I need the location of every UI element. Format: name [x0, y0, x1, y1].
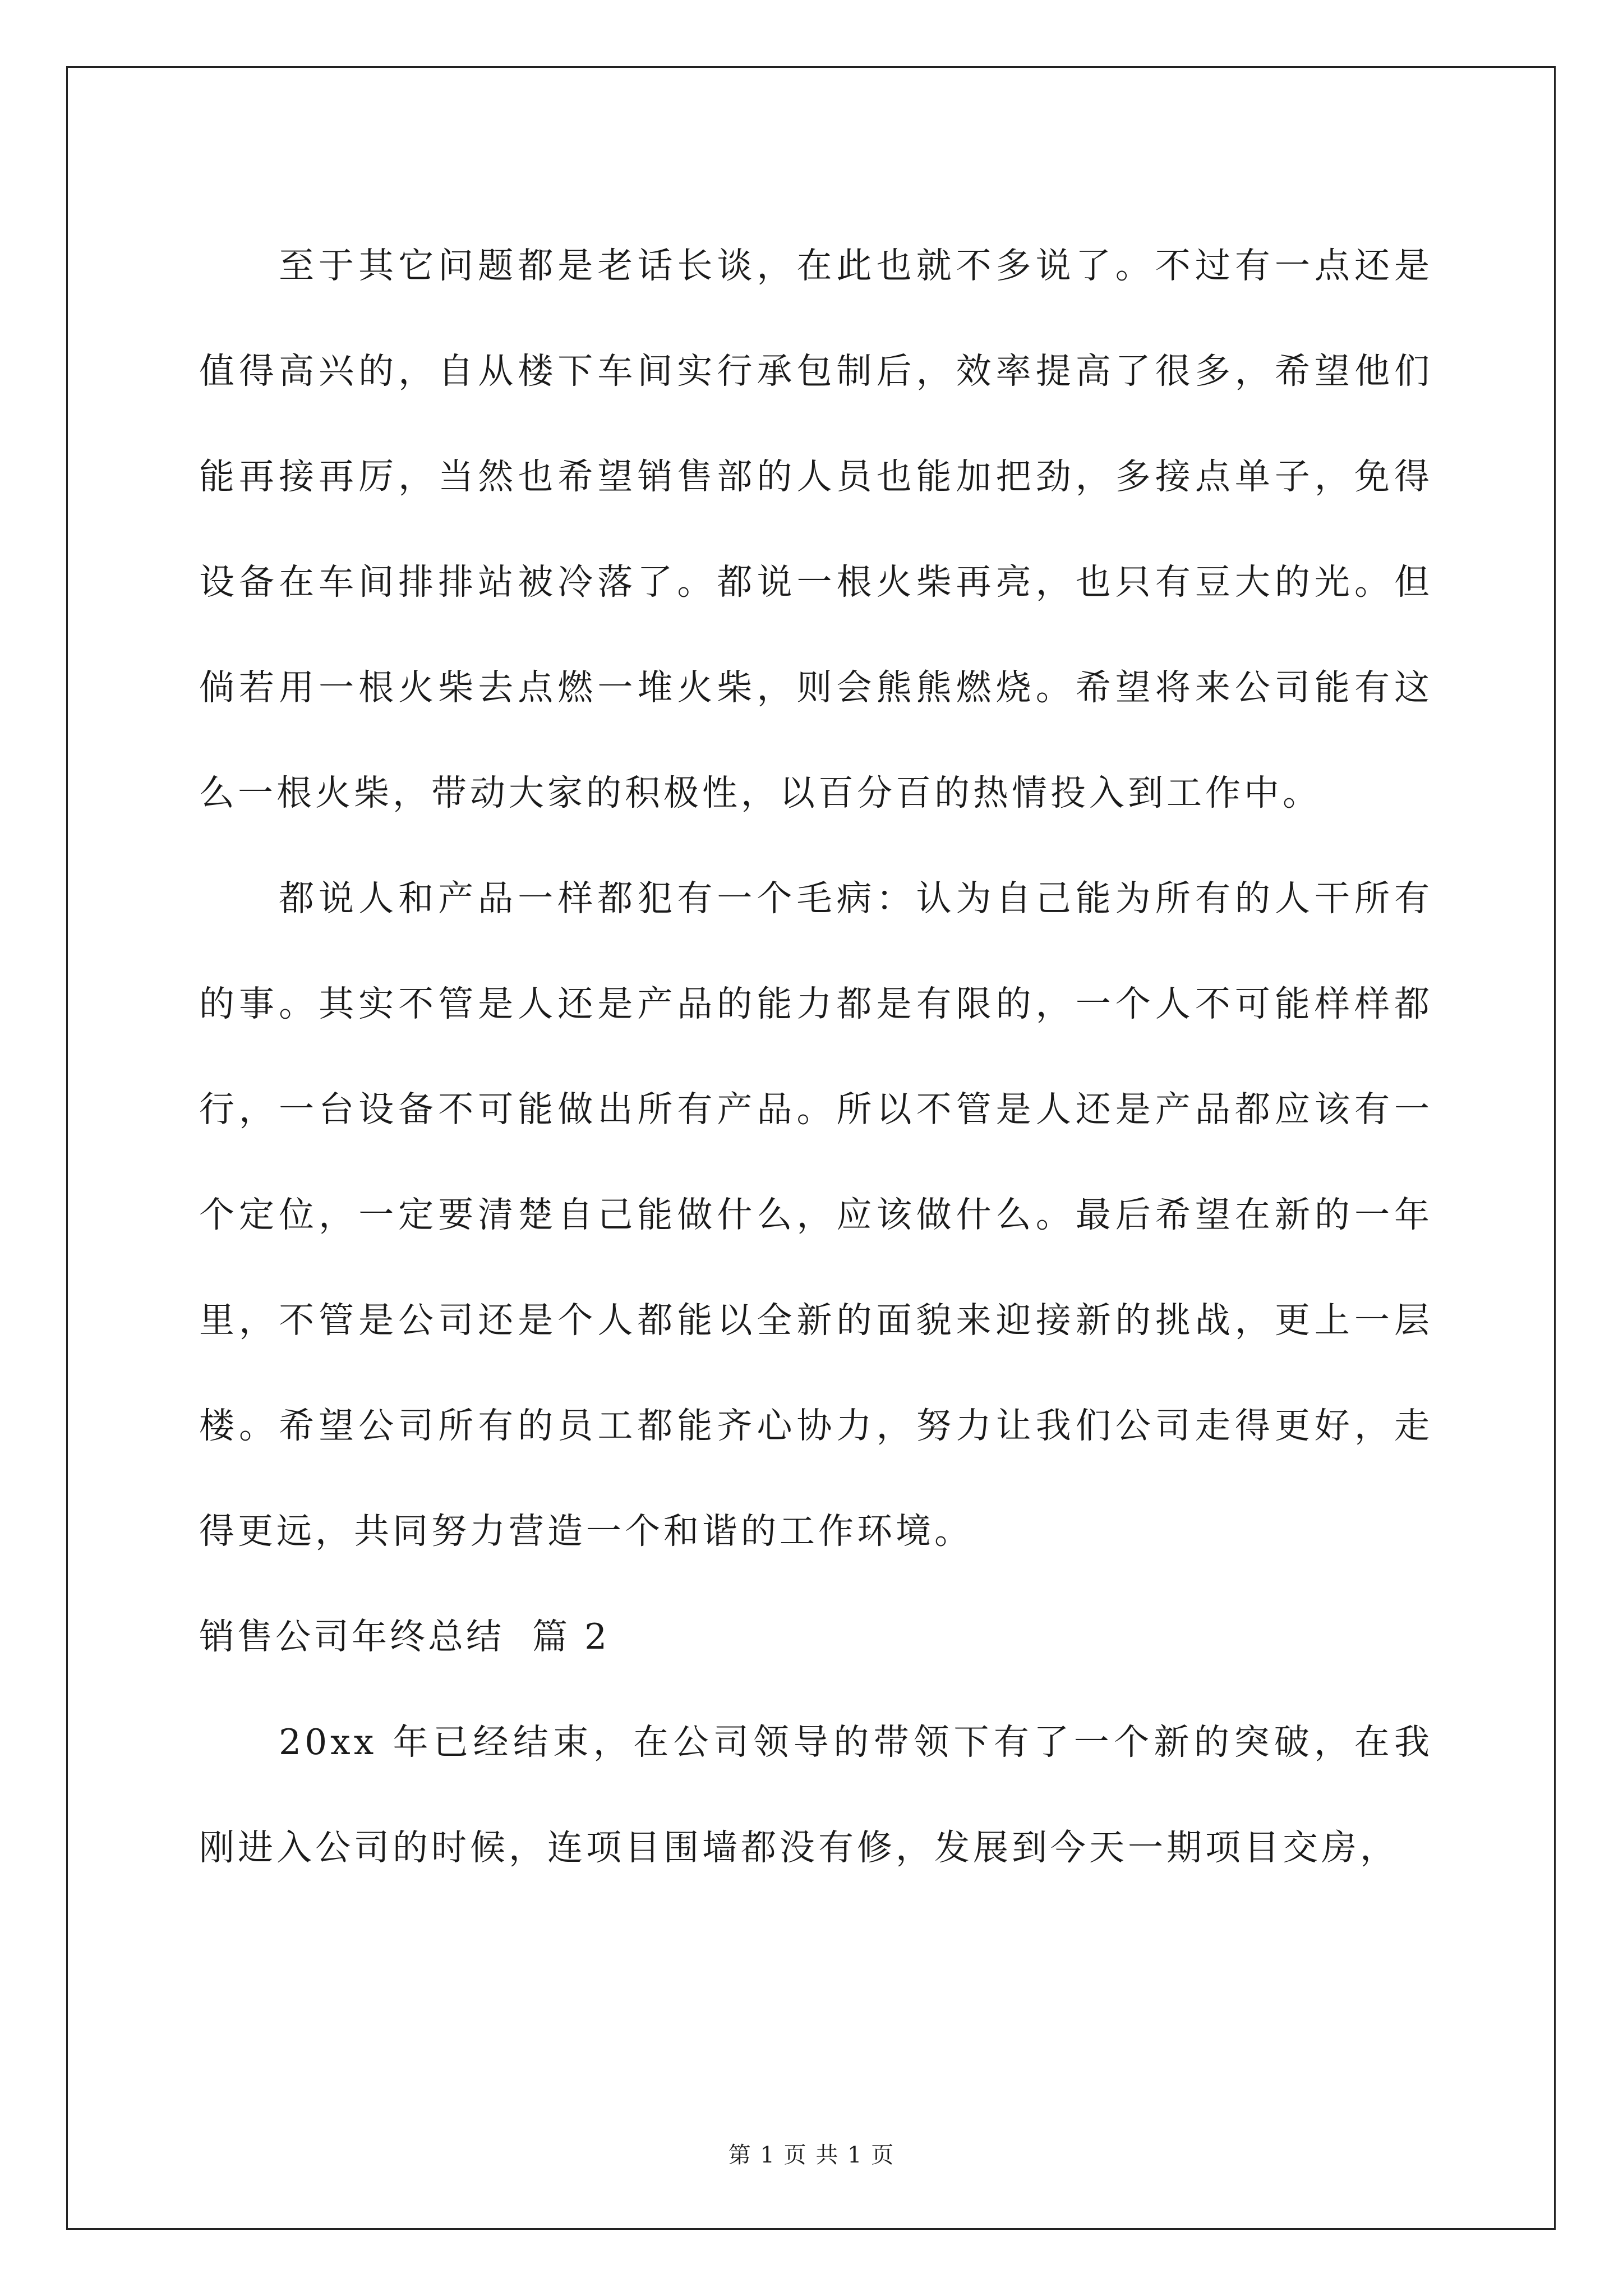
paragraph-2: 都说人和产品一样都犯有一个毛病：认为自己能为所有的人干所有的事。其实不管是人还是产品的能力都是有限的，一个人不可能样样都行，一台设备不可能做出所有产品。所以不管是人还是产品都应该有一个定位，一定要清楚自己能做什么，应该做什么。最后希望在新的一年里，不管是公司还是个人都能以全新的面貌来迎接新的挑战，更上一层楼。希望公司所有的员工都能齐心协力，努力让我们公司走得更好，走得更远，共同努力营造一个和谐的工作环境。 [199, 878, 1433, 1552]
paragraph-3: 20xx 年已经结束，在公司领导的带领下有了一个新的突破，在我刚进入公司的时候，连项目围墙都没有修，发展到今天一期项目交房， [199, 1722, 1433, 1868]
document-body [199, 213, 1433, 1901]
paragraph-1: 至于其它问题都是老话长谈，在此也就不多说了。不过有一点还是值得高兴的，自从楼下车间实行承包制后，效率提高了很多，希望他们能再接再厉，当然也希望销售部的人员也能加把劲，多接点单子，免得设备在车间排排站被冷落了。都说一根火柴再亮，也只有豆大的光。但倘若用一根火柴去点燃一堆火柴，则会熊熊燃烧。希望将来公司能有这么一根火柴，带动大家的积极性，以百分百的热情投入到工作中。 [199, 245, 1433, 813]
section-heading: 销售公司年终总结 篇 2 [199, 1616, 610, 1657]
page-footer: 第 1 页 共 1 页 [728, 2142, 895, 2168]
